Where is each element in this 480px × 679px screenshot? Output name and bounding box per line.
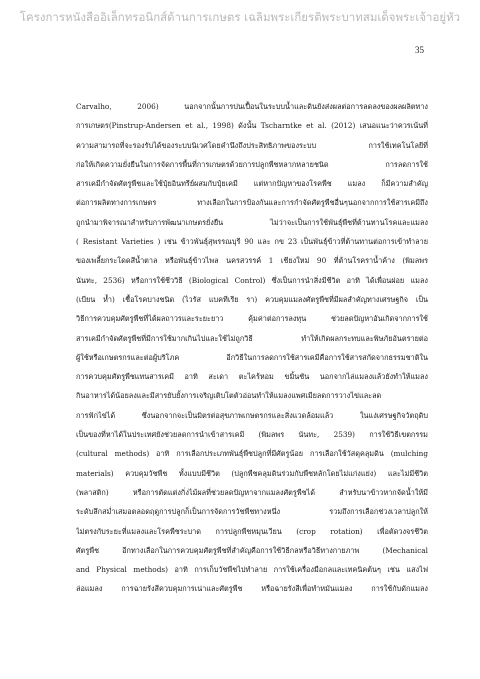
text-line-17: การฟักไข่ได้ ซึ่งนอกจากจะเป็นมิตรต่อสุขภาพเกษตรกรและสิ่งแวดล้อมแล้ว ในแง่เศรษฐกิจวัตถุดิบ (76, 410, 428, 420)
text-line-1: Carvalho, 2006) นอกจากนั้นการปนเปื้อนในระบบน้ำและดินยังส่งผลต่อการลดลงของผลผลิตทาง (76, 102, 428, 111)
text-line-21: (พลาสติก) หรือการตัดแต่งกิ่งไม้ผลที่ช่วยลดปัญหาจากแมลงศัตรูพืชได้ สำหรับนาข้าวหากจัดน้ำให้มี (76, 487, 428, 497)
text-line-10: นันทะ, 2536) หรือการใช้ชีววิธี (Biological Control) ซึ่งเป็นการนำสิ่งมีชีวิต อาทิ ได้เพื่อนฝอย แมลง (76, 275, 428, 285)
text-line-25: and Physical methods) อาทิ การเก็บวัชพืชไปทำลาย การใช้เครื่องมือกลและเทคนิคต้นๆ เช่น แสงไฟ (76, 565, 428, 575)
text-line-26: ล่อแมลง การฉายรังสีควบคุมการเน่าและศัตรูพืช หรือฉายรังสีเพื่อทำหมันแมลง การใช้กับดักแมลง (76, 584, 428, 594)
collection-header: โครงการหนังสืออิเล็กทรอนิกส์ด้านการเกษตร เฉลิมพระเกียรติพระบาทสมเด็จพระเจ้าอยู่หัว (19, 10, 461, 24)
text-line-5: สารเคมีกำจัดศัตรูพืชและใช้ปุ๋ยอินทรีย์ผสมกับปุ๋ยเคมี แต่หากปัญหาของโรคพืช แมลง ก็มีความสำคัญ (76, 179, 428, 189)
text-line-12: วิธีการควบคุมศัตรูพืชที่ได้ผลถาวรและระยะยาว คุ้มค่าต่อการลงทุน ช่วยลดปัญหาอันเกิดจากการใช้ (76, 314, 428, 324)
text-line-14: ผู้ใช้หรือเกษตรกรและต่อผู้บริโภค อีกวิธีในการลดการใช้สารเคมีคือการใช้สารสกัดจากธรรมชาติใน (76, 352, 428, 362)
text-line-19: (cultural methods) อาทิ การเลือกประเภทพันธุ์พืชปลูกที่มีศัตรูน้อย การเลือกใช้วัสดุคลุมดิน (mulching (76, 449, 428, 459)
text-line-18: เป็นของที่หาได้ในประเทศยังช่วยลดการนำเข้าสารเคมี (พิมลพร นันทะ, 2539) การใช้วิธีเขตกรรม (76, 430, 428, 440)
text-line-8: ( Resistant Varieties ) เช่น ข้าวพันธุ์สุพรรณบุรี 90 และ กข 23 เป็นพันธุ์ข้าวที่ต้านทานต่อการเข้าทำลาย (76, 237, 428, 247)
text-line-15: การควบคุมศัตรูพืชแทนสารเคมี อาทิ สะเดา ตะไคร้หอม ขมิ้นชัน นอกจากไล่แมลงแล้วยังทำให้แมลง (76, 372, 428, 382)
text-line-16: กินอาหารได้น้อยลงและมีสารยับยั้งการเจริญเติบโตตัวอ่อนทำให้แมลงแพศเมียลดการวางไข่และลด (76, 391, 382, 401)
text-line-9: ของเพลี้ยกระโดดสีน้ำตาล หรือพันธุ์ข้าวไพล นครสวรรค์ 1 เชียงใหม่ 90 ที่ต้านโรคราน้ำค้าง (พิมลพร (76, 256, 428, 266)
text-line-4: ก่อให้เกิดความยั่งยืนในการจัดการพื้นที่การเกษตรด้วยการปลูกพืชหลากหลายชนิด การลดการใช้ (76, 159, 428, 169)
text-line-2: การเกษตร(Pinstrup-Andersen et al., 1998) ดังนั้น Tscharntke et al. (2012) เสนอแนะว่าควรเน้นที่ (76, 121, 428, 131)
text-line-7: ถูกนำมาพิจารณาสำหรับการพัฒนาเกษตรยั่งยืน ไม่ว่าจะเป็นการใช้พันธุ์พืชที่ต้านทานโรคและแมลง (76, 217, 428, 227)
text-line-24: ศัตรูพืช อีกทางเลือกในการควบคุมศัตรูพืชที่สำคัญคือการใช้วิธีกลหรือวิธีทางกายภาพ (Mechanical (76, 545, 428, 555)
text-line-23: ไม่ตรงกับระยะที่แมลงและโรคพืชระบาด การปลูกพืชหมุนเวียน (crop rotation) เพื่อตัดวงจรชีวิต (76, 526, 428, 536)
text-line-20: materials) ควบคุมวัชพืช ทั้งแบบมีชีวิต (ปลูกพืชคลุมดินร่วมกับพืชหลักโดยไม่แก่งแย่ง) และไม่มีชีวิต (76, 468, 428, 478)
text-line-3: ความสามารถที่จะรองรับได้ของระบบนิเวศโดยคำนึงถึงประสิทธิภาพของระบบ การใช้เทคโนโลยีที่ (76, 140, 428, 150)
page-number: 35 (415, 45, 424, 55)
body-text (76, 97, 428, 599)
text-line-13: สารเคมีกำจัดศัตรูพืชที่มีการใช้มากเกินไปและใช้ไม่ถูกวิธี ทำให้เกิดผลกระทบและพิษภัยอันตรายต่อ (76, 333, 428, 343)
text-line-22: ระดับลึกสม่ำเสมอตลอดฤดูการปลูกก็เป็นการจัดการวัชพืชทางหนึ่ง รวมถึงการเลือกช่วงเวลาปลูกให้ (76, 507, 428, 517)
text-line-11: (เบียน ห้ำ) เชื้อโรคบางชนิด (ไวรัส แบคทีเรีย รา) ควบคุมแมลงศัตรูพืชที่มีผลสำคัญทางเศรษฐกิจ เป็น (76, 294, 428, 304)
text-line-6: ต่อการผลิตทางการเกษตร ทางเลือกในการป้องกันและการกำจัดศัตรูพืชอื่นๆนอกจากการใช้สารเคมีถึง (76, 198, 428, 208)
